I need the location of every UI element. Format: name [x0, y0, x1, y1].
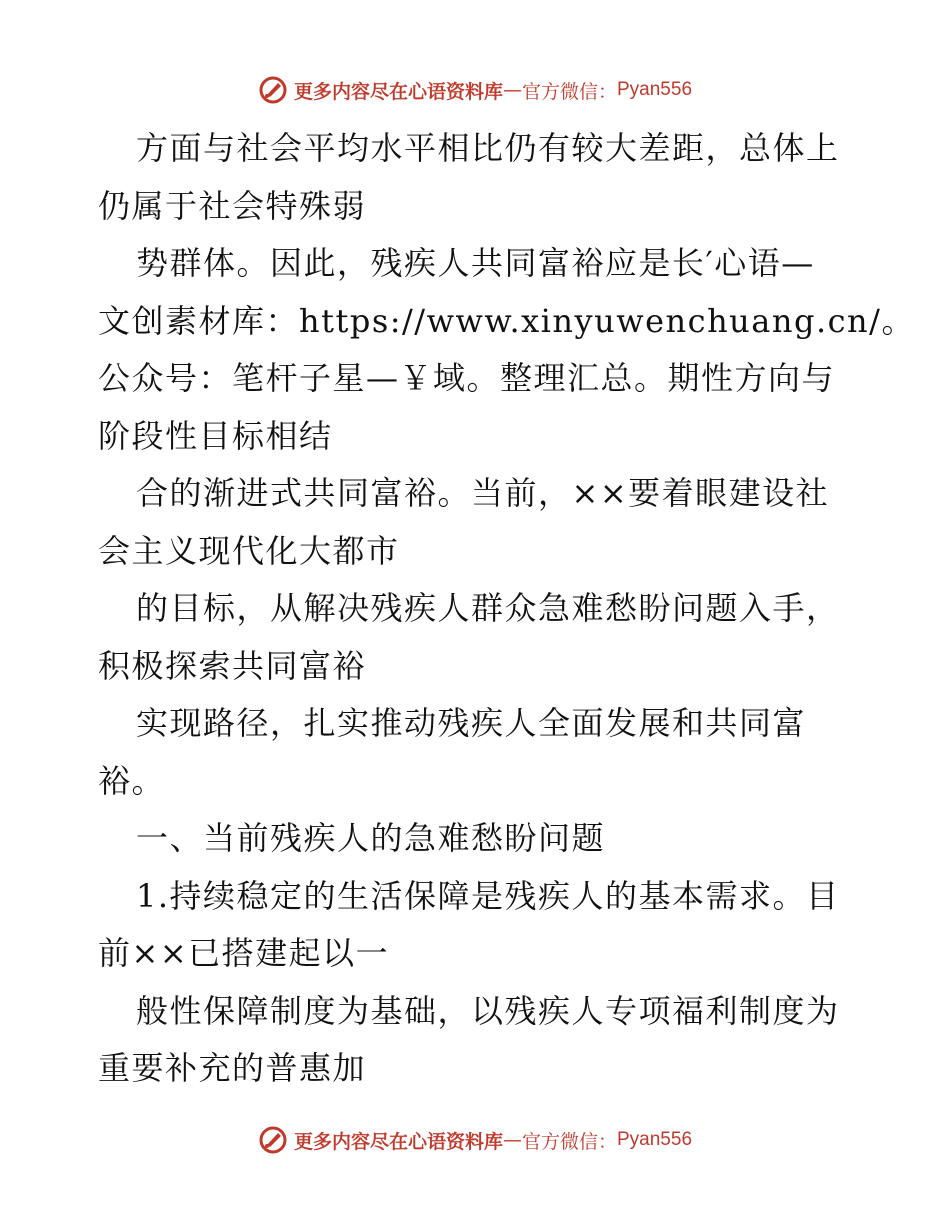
text-line: 1.持续稳定的生活保障是残疾人的基本需求。目	[136, 876, 840, 915]
text-line: 势群体。因此，残疾人共同富裕应是长′心语—	[136, 244, 815, 282]
brush-logo-icon	[258, 1125, 288, 1155]
section-heading: 一、当前残疾人的急难愁盼问题	[136, 819, 606, 857]
text-line: 重要补充的普惠加	[98, 1049, 367, 1087]
header-watermark	[0, 72, 950, 108]
footer-watermark	[0, 1122, 950, 1158]
watermark-separator: —	[502, 1129, 522, 1151]
watermark-id: Pyan556	[617, 1129, 693, 1150]
watermark-separator: —	[502, 79, 522, 101]
document-body	[98, 120, 915, 1098]
text-line: 文创素材库：https://www.xinyuwenchuang.cn/。	[98, 301, 915, 340]
watermark-id: Pyan556	[617, 79, 693, 100]
text-line: 阶段性目标相结	[98, 416, 333, 455]
text-line: 裕。	[98, 761, 166, 800]
watermark-sub-text: 官方微信：	[521, 1130, 617, 1153]
brush-logo-icon	[258, 75, 288, 105]
text-line: 般性保障制度为基础，以残疾人专项福利制度为	[136, 991, 840, 1030]
watermark-sub-text: 官方微信：	[521, 80, 617, 103]
text-line: 的目标，从解决残疾人群众急难愁盼问题入手，	[136, 589, 840, 627]
text-line: 合的渐进式共同富裕。当前，××要着眼建设社	[136, 474, 830, 512]
text-line: 方面与社会平均水平相比仍有较大差距，总体上	[136, 129, 840, 167]
watermark-main-text: 更多内容尽在心语资料库	[293, 80, 503, 103]
text-line: 积极探索共同富裕	[98, 646, 367, 685]
text-line: 会主义现代化大都市	[98, 531, 400, 570]
text-line: 实现路径，扎实推动残疾人全面发展和共同富	[136, 704, 807, 742]
text-line: 公众号：笔杆子星—￥域。整理汇总。期性方向与	[98, 359, 836, 397]
text-line: 仍属于社会特殊弱	[98, 186, 367, 225]
text-line: 前××已搭建起以一	[98, 934, 390, 972]
watermark-main-text: 更多内容尽在心语资料库	[293, 1130, 503, 1153]
